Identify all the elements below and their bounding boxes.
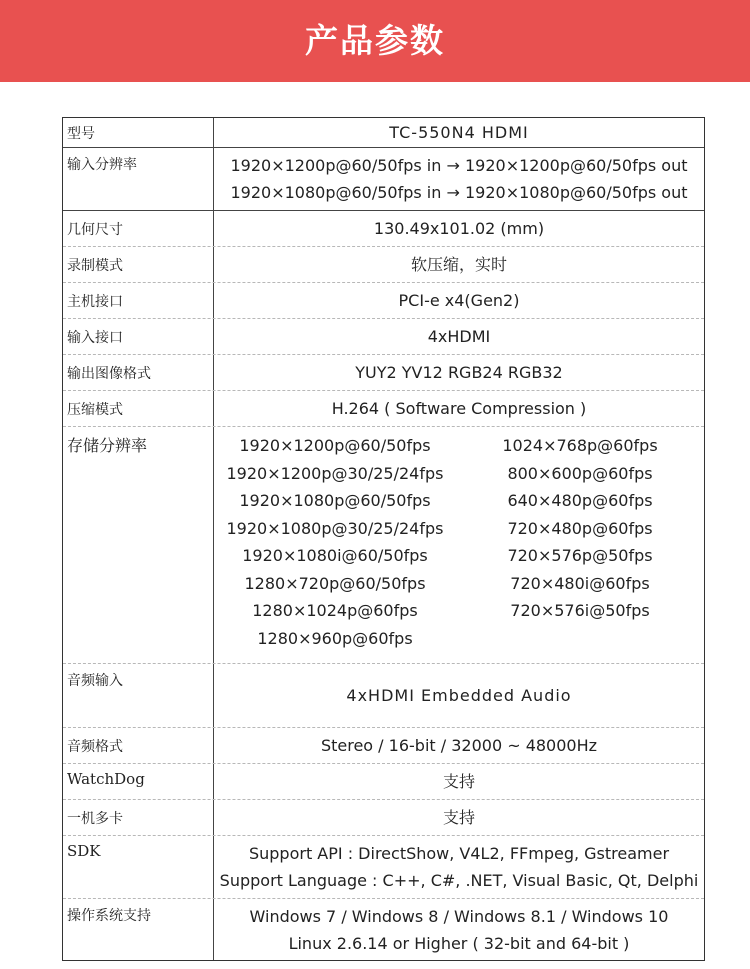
spec-value <box>214 427 704 663</box>
resolution-item: 720×480p@60fps <box>507 518 653 538</box>
spec-label: SDK <box>63 836 214 898</box>
spec-row-host-interface <box>63 282 704 318</box>
spec-label: 主机接口 <box>63 283 214 318</box>
spec-label: 操作系统支持 <box>63 899 214 960</box>
spec-value-line: 1920×1200p@60/50fps in → 1920×1200p@60/50fps out <box>230 156 688 175</box>
resolution-item: 1920×1080i@60/50fps <box>242 546 428 565</box>
resolution-item: 1280×960p@60fps <box>257 628 413 648</box>
spec-row-output-format <box>63 354 704 390</box>
resolution-item: 1920×1200p@60/50fps <box>239 436 431 455</box>
resolution-item: 720×576p@50fps <box>507 546 653 565</box>
spec-value: TC-550N4 HDMI <box>389 123 529 142</box>
spec-row-sdk <box>63 835 704 898</box>
spec-row-multi-card <box>63 799 704 835</box>
spec-row-audio-input <box>63 663 704 727</box>
resolution-item: 720×576i@50fps <box>510 601 650 620</box>
spec-label: WatchDog <box>63 764 214 799</box>
spec-label: 存储分辨率 <box>63 427 214 663</box>
spec-row-storage-resolution <box>63 426 704 663</box>
resolution-item: 1920×1080p@30/25/24fps <box>226 518 444 538</box>
spec-value: 4xHDMI Embedded Audio <box>346 686 572 705</box>
header-banner <box>0 0 750 82</box>
spec-value-line: 1920×1080p@60/50fps in → 1920×1080p@60/50fps out <box>230 183 688 202</box>
spec-value-line: Support API : DirectShow, V4L2, FFmpeg, Gstreamer <box>248 844 670 863</box>
spec-label: 一机多卡 <box>63 800 214 835</box>
spec-value-line: Linux 2.6.14 or Higher ( 32-bit and 64-bit ) <box>288 933 630 953</box>
spec-row-watchdog <box>63 763 704 799</box>
spec-value <box>214 836 704 898</box>
spec-label: 型号 <box>63 118 214 147</box>
spec-label: 输入分辨率 <box>63 148 214 210</box>
spec-value-line: Support Language : C++, C#, .NET, Visual Basic, Qt, Delphi <box>219 871 699 890</box>
spec-row-audio-format <box>63 727 704 763</box>
resolution-item: 1024×768p@60fps <box>502 436 658 455</box>
spec-value: H.264 ( Software Compression ) <box>331 399 587 418</box>
resolution-item: 1280×1024p@60fps <box>252 601 418 620</box>
spec-value: Stereo / 16-bit / 32000 ~ 48000Hz <box>320 736 598 755</box>
resolution-grid <box>214 432 704 652</box>
resolution-item: 1280×720p@60/50fps <box>244 573 426 593</box>
spec-value <box>214 148 704 210</box>
spec-row-input-interface <box>63 318 704 354</box>
spec-value: YUY2 YV12 RGB24 RGB32 <box>355 363 563 382</box>
spec-value: 4xHDMI <box>427 327 491 346</box>
spec-row-input-resolution <box>63 147 704 210</box>
spec-label: 压缩模式 <box>63 391 214 426</box>
spec-label: 音频格式 <box>63 728 214 763</box>
resolution-column-left <box>214 432 456 652</box>
spec-value: 软压缩，实时 <box>410 255 507 274</box>
resolution-item: 1920×1080p@60/50fps <box>239 491 431 510</box>
resolution-column-right <box>456 432 704 652</box>
spec-row-model <box>63 118 704 147</box>
spec-table <box>62 117 705 961</box>
resolution-item: 800×600p@60fps <box>507 463 653 483</box>
spec-value: 130.49x101.02 (mm) <box>373 219 545 238</box>
spec-value: 支持 <box>442 808 475 827</box>
resolution-item: 640×480p@60fps <box>507 491 653 510</box>
spec-label: 输入接口 <box>63 319 214 354</box>
spec-row-os-support <box>63 898 704 960</box>
resolution-item: 720×480i@60fps <box>510 573 650 593</box>
spec-label: 输出图像格式 <box>63 355 214 390</box>
spec-row-compression <box>63 390 704 426</box>
spec-row-dimensions <box>63 210 704 246</box>
resolution-item: 1920×1200p@30/25/24fps <box>226 463 444 483</box>
spec-value-line: Windows 7 / Windows 8 / Windows 8.1 / Windows 10 <box>249 906 669 926</box>
spec-value <box>214 899 704 960</box>
spec-value: PCI-e x4(Gen2) <box>398 291 520 310</box>
spec-label: 音频输入 <box>63 664 214 727</box>
spec-value: 支持 <box>442 772 475 791</box>
page-title: 产品参数 <box>305 20 445 60</box>
spec-label: 几何尺寸 <box>63 211 214 246</box>
spec-row-record-mode <box>63 246 704 282</box>
spec-label: 录制模式 <box>63 247 214 282</box>
